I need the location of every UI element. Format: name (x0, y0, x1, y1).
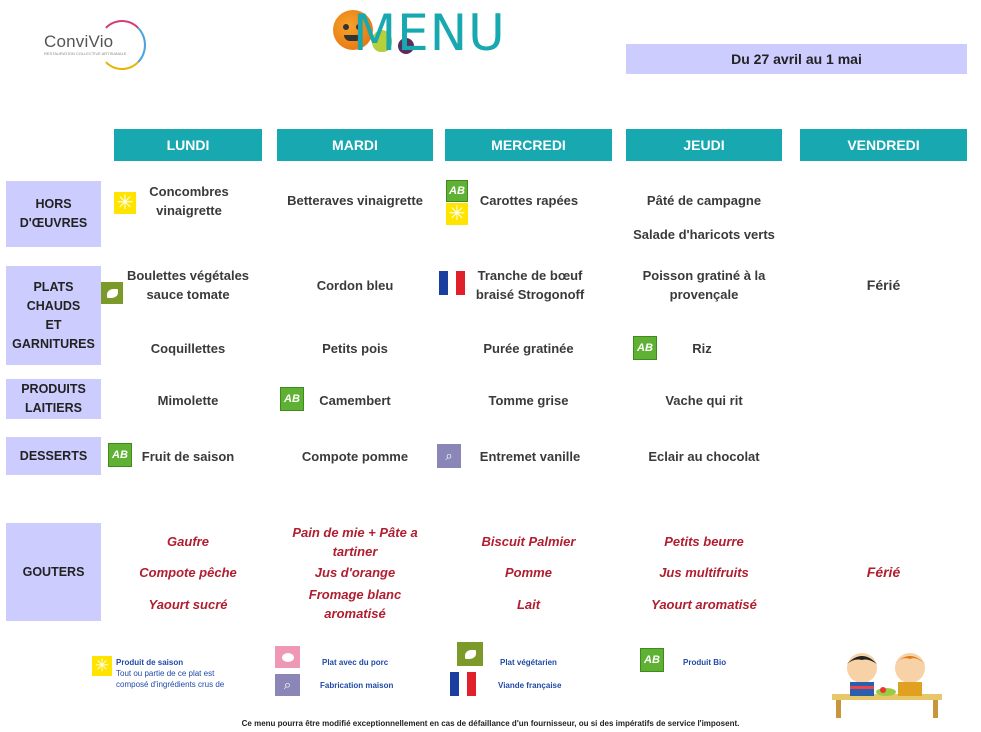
hors-jeudi-2: Salade d'haricots verts (633, 226, 775, 242)
hors-lundi: Concombres vinaigrette (149, 184, 229, 218)
dessert-lundi: Fruit de saison (141, 448, 235, 464)
plat-mercredi: Tranche de bœuf braisé Strogonoff (475, 268, 585, 302)
day-header-vendredi: VENDREDI (800, 129, 967, 161)
legend-saison-desc-2: composé d'ingrédients crus de (116, 680, 225, 689)
brand-logo (38, 18, 150, 74)
brand-name: ConviVio (44, 32, 114, 51)
hors-mardi: Betteraves vinaigrette (287, 192, 423, 208)
bio-product-icon: AB (280, 387, 304, 411)
gouter-mardi-1: Pain de mie + Pâte a tartiner (292, 525, 418, 559)
gouter-lundi-2: Compote pêche (139, 564, 237, 580)
plat-jeudi: Poisson gratiné à la provençale (642, 268, 766, 302)
legend-vegetarien: Plat végétarien (500, 658, 557, 667)
garniture-jeudi: Riz (692, 340, 712, 356)
gouter-jeudi-3: Yaourt aromatisé (651, 596, 757, 612)
homemade-whisk-icon: ⌕ (437, 444, 461, 468)
date-range: Du 27 avril au 1 mai (626, 44, 967, 74)
dessert-mardi: Compote pomme (301, 448, 409, 464)
laitier-lundi: Mimolette (157, 392, 219, 408)
pork-dish-icon (275, 646, 300, 668)
legend-saison-desc-1: Tout ou partie de ce plat est (116, 669, 215, 678)
gouter-jeudi-2: Jus multifruits (659, 564, 749, 580)
plat-vendredi: Férié (866, 276, 901, 293)
children-eating-illustration (828, 650, 946, 720)
legend-bio: Produit Bio (683, 658, 727, 667)
footer-disclaimer: Ce menu pourra être modifié exceptionnellement en cas de défaillance d'un fournisseur, ou si des impératifs de service l'imposent. (241, 719, 740, 728)
gouter-mardi-2: Jus d'orange (314, 564, 396, 580)
gouter-jeudi-1: Petits beurre (664, 533, 744, 549)
bio-product-icon: AB (633, 336, 657, 360)
page-title: MENU (353, 4, 506, 62)
legend-saison-title: Produit de saison (116, 658, 184, 667)
garniture-mercredi: Purée gratinée (483, 340, 574, 356)
legend-maison: Fabrication maison (320, 681, 394, 690)
gouter-mercredi-3: Lait (516, 596, 541, 612)
plat-lundi: Boulettes végétales sauce tomate (126, 268, 250, 302)
gouter-lundi-3: Yaourt sucré (148, 596, 228, 612)
category-gouters: GOUTERS (6, 523, 101, 621)
french-flag-icon (439, 271, 465, 295)
bio-product-icon: AB (640, 648, 664, 672)
category-plats: PLATS CHAUDS ET GARNITURES (6, 266, 101, 365)
hors-jeudi-1: Pâté de campagne (646, 192, 762, 208)
day-header-jeudi: JEUDI (626, 129, 782, 161)
legend-francaise: Viande française (498, 681, 562, 690)
vegetarian-dish-icon (101, 282, 123, 304)
gouter-mercredi-2: Pomme (505, 564, 552, 580)
category-laitiers: PRODUITS LAITIERS (6, 379, 101, 419)
hors-mercredi: Carottes rapées (479, 192, 579, 208)
garniture-mardi: Petits pois (322, 340, 388, 356)
homemade-whisk-icon: ⌕ (275, 674, 300, 696)
plat-mardi: Cordon bleu (316, 277, 394, 293)
gouter-mercredi-1: Biscuit Palmier (481, 533, 576, 549)
gouter-vendredi: Férié (866, 563, 901, 580)
laitier-mardi: Camembert (319, 392, 391, 408)
seasonal-product-icon: ✳ (92, 656, 112, 676)
dessert-jeudi: Eclair au chocolat (648, 448, 760, 464)
legend-porc: Plat avec du porc (322, 658, 389, 667)
vegetarian-dish-icon (457, 642, 483, 666)
category-hors-oeuvres: HORS D'ŒUVRES (6, 181, 101, 247)
brand-tagline: RESTAURATION COLLECTIVE ARTISANALE (44, 51, 127, 56)
french-flag-icon (450, 672, 476, 696)
day-header-lundi: LUNDI (114, 129, 262, 161)
garniture-lundi: Coquillettes (150, 340, 226, 356)
gouter-lundi-1: Gaufre (167, 533, 209, 549)
gouter-mardi-3: Fromage blanc aromatisé (308, 587, 402, 621)
seasonal-product-icon: ✳ (446, 203, 468, 225)
laitier-jeudi: Vache qui rit (665, 392, 743, 408)
bio-product-icon: AB (446, 180, 468, 202)
category-desserts: DESSERTS (6, 437, 101, 475)
day-header-mercredi: MERCREDI (445, 129, 612, 161)
day-header-mardi: MARDI (277, 129, 433, 161)
seasonal-product-icon: ✳ (114, 192, 136, 214)
laitier-mercredi: Tomme grise (488, 392, 569, 408)
dessert-mercredi: Entremet vanille (479, 448, 581, 464)
bio-product-icon: AB (108, 443, 132, 467)
